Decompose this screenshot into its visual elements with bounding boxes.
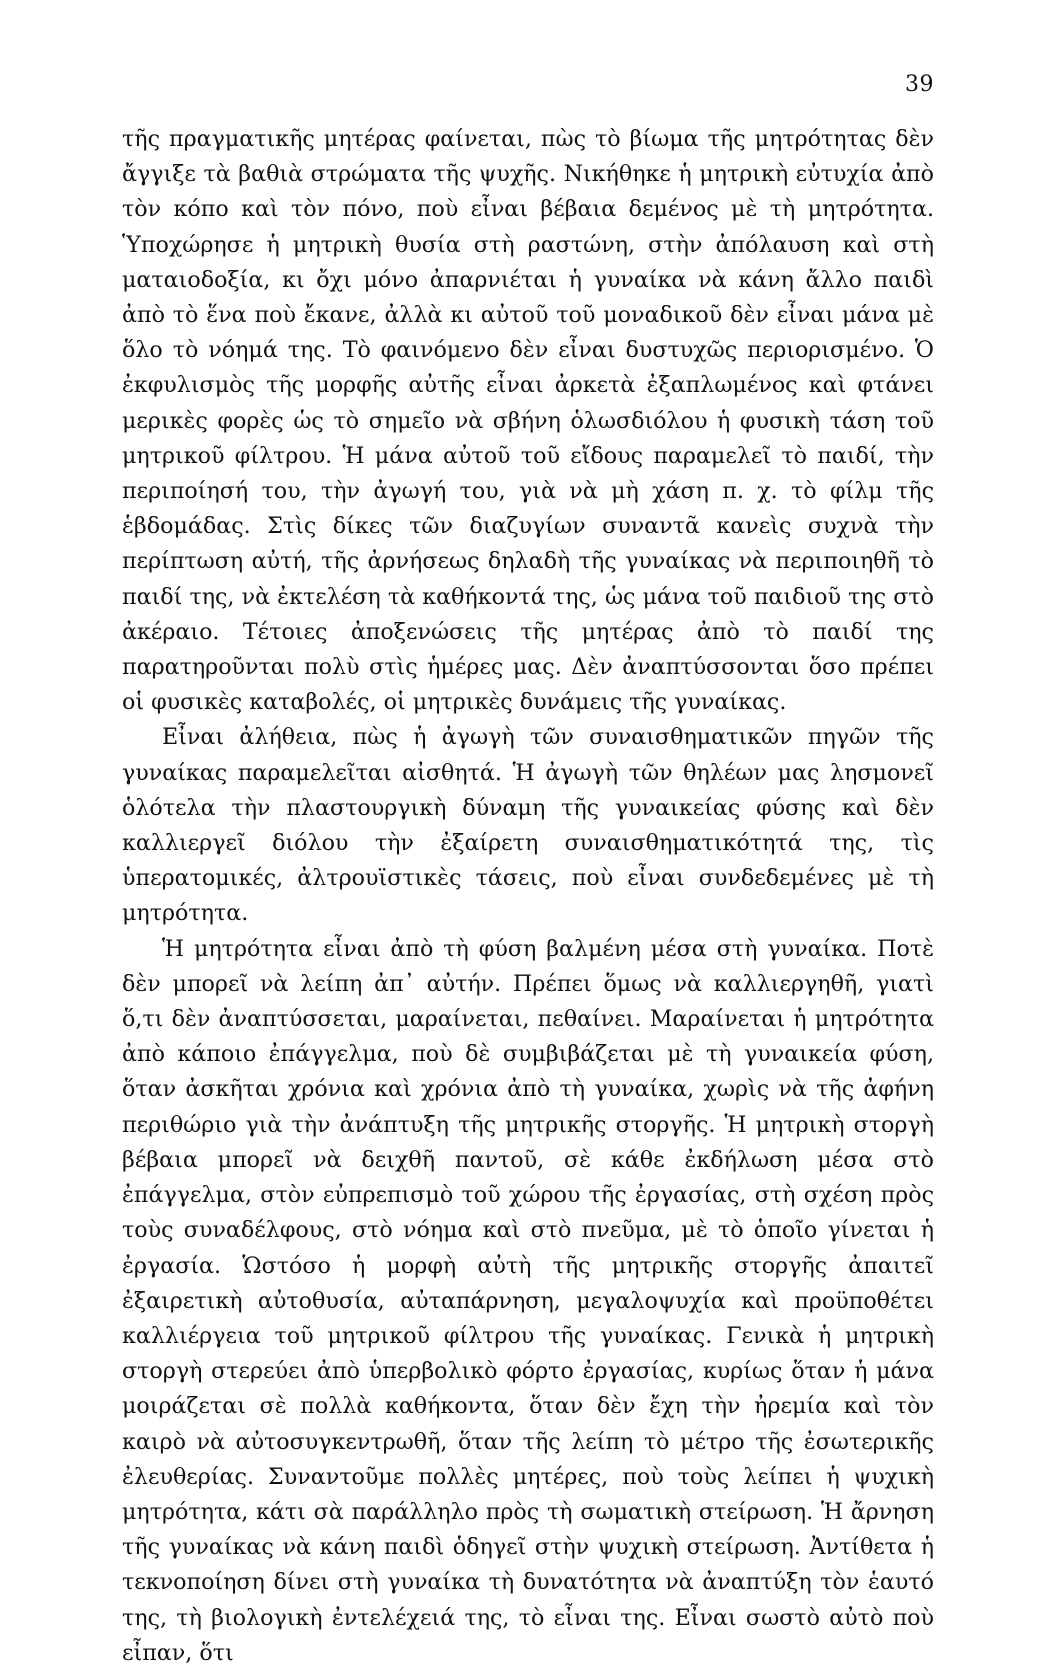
paragraph-2: Εἶναι ἀλήθεια, πὼς ἡ ἀγωγὴ τῶν συναισθηματικῶν πηγῶν τῆς γυναίκας παραμελεῖται αἰσθητά. Ἡ ἀγωγὴ τῶν θηλέων μας λησμονεῖ ὁλότελα τὴν πλαστουργικὴ δύναμη τῆς γυναικείας φύσης καὶ δὲν καλλιεργεῖ διόλου τὴν ἐξαίρετη συναισθηματικότητά της, τὶς ὑπερατομικές, ἀλτρουϊστικὲς τάσεις, ποὺ εἶναι συνδεδεμένες μὲ τὴ μητρότητα.: [122, 724, 934, 927]
body-text: [122, 122, 934, 1671]
paragraph-1: τῆς πραγματικῆς μητέρας φαίνεται, πὼς τὸ βίωμα τῆς μητρότητας δὲν ἄγγιξε τὰ βαθιὰ στρώματα τῆς ψυχῆς. Νικήθηκε ἡ μητρικὴ εὐτυχία ἀπὸ τὸν κόπο καὶ τὸν πόνο, ποὺ εἶναι βέβαια δεμένος μὲ τὴ μητρότητα. Ὑποχώρησε ἡ μητρικὴ θυσία στὴ ραστώνη, στὴν ἀπόλαυση καὶ στὴ ματαιοδοξία, κι ὄχι μόνο ἀπαρνιέται ἡ γυναίκα νὰ κάνη ἄλλο παιδὶ ἀπὸ τὸ ἕνα ποὺ ἔκανε, ἀλλὰ κι αὐτοῦ τοῦ μοναδικοῦ δὲν εἶναι μάνα μὲ ὅλο τὸ νόημά της. Τὸ φαινόμενο δὲν εἶναι δυστυχῶς περιορισμένο. Ὁ ἐκφυλισμὸς τῆς μορφῆς αὐτῆς εἶναι ἀρκετὰ ἐξαπλωμένος καὶ φτάνει μερικὲς φορὲς ὡς τὸ σημεῖο νὰ σβήνη ὁλωσδιόλου ἡ φυσικὴ τάση τοῦ μητρικοῦ φίλτρου. Ἡ μάνα αὐτοῦ τοῦ εἴδους παραμελεῖ τὸ παιδί, τὴν περιποίησή του, τὴν ἀγωγή του, γιὰ νὰ μὴ χάση π. χ. τὸ φίλμ τῆς ἑβδομάδας. Στὶς δίκες τῶν διαζυγίων συναντᾶ κανεὶς συχνὰ τὴν περίπτωση αὐτή, τῆς ἀρνήσεως δηλαδὴ τῆς γυναίκας νὰ περιποιηθῆ τὸ παιδί της, νὰ ἐκτελέση τὰ καθήκοντά της, ὡς μάνα τοῦ παιδιοῦ της στὸ ἀκέραιο. Τέτοιες ἀποξενώσεις τῆς μητέρας ἀπὸ τὸ παιδί της παρατηροῦνται πολὺ στὶς ἡμέρες μας. Δὲν ἀναπτύσσονται ὅσο πρέπει οἱ φυσικὲς καταβολές, οἱ μητρικὲς δυνάμεις τῆς γυναίκας.: [122, 126, 934, 716]
paragraph-3: Ἡ μητρότητα εἶναι ἀπὸ τὴ φύση βαλμένη μέσα στὴ γυναίκα. Ποτὲ δὲν μπορεῖ νὰ λείπη ἀπ᾿ αὐτήν. Πρέπει ὅμως νὰ καλλιεργηθῆ, γιατὶ ὅ,τι δὲν ἀναπτύσσεται, μαραίνεται, πεθαίνει. Μαραίνεται ἡ μητρότητα ἀπὸ κάποιο ἐπάγγελμα, ποὺ δὲ συμβιβάζεται μὲ τὴ γυναικεία φύση, ὅταν ἀσκῆται χρόνια καὶ χρόνια ἀπὸ τὴ γυναίκα, χωρὶς νὰ τῆς ἀφήνη περιθώριο γιὰ τὴν ἀνάπτυξη τῆς μητρικῆς στοργῆς. Ἡ μητρικὴ στοργὴ βέβαια μπορεῖ νὰ δειχθῆ παντοῦ, σὲ κάθε ἐκδήλωση μέσα στὸ ἐπάγγελμα, στὸν εὐπρεπισμὸ τοῦ χώρου τῆς ἐργασίας, στὴ σχέση πρὸς τοὺς συναδέλφους, στὸ νόημα καὶ στὸ πνεῦμα, μὲ τὸ ὁποῖο γίνεται ἡ ἐργασία. Ὡστόσο ἡ μορφὴ αὐτὴ τῆς μητρικῆς στοργῆς ἀπαιτεῖ ἐξαιρετικὴ αὐτοθυσία, αὐταπάρνηση, μεγαλοψυχία καὶ προϋποθέτει καλλιέργεια τοῦ μητρικοῦ φίλτρου τῆς γυναίκας. Γενικὰ ἡ μητρικὴ στοργὴ στερεύει ἀπὸ ὑπερβολικὸ φόρτο ἐργασίας, κυρίως ὅταν ἡ μάνα μοιράζεται σὲ πολλὰ καθήκοντα, ὅταν δὲν ἔχη τὴν ἠρεμία καὶ τὸν καιρὸ νὰ αὐτοσυγκεντρωθῆ, ὅταν τῆς λείπη τὸ μέτρο τῆς ἐσωτερικῆς ἐλευθερίας. Συναντοῦμε πολλὲς μητέρες, ποὺ τοὺς λείπει ἡ ψυχικὴ μητρότητα, κάτι σὰ παράλληλο πρὸς τὴ σωματικὴ στείρωση. Ἡ ἄρνηση τῆς γυναίκας νὰ κάνη παιδὶ ὁδηγεῖ στὴν ψυχικὴ στείρωση. Ἀντίθετα ἡ τεκνοποίηση δίνει στὴ γυναίκα τὴ δυνατότητα νὰ ἀναπτύξη τὸν ἑαυτό της, τὴ βιολογικὴ ἐντελέχειά της, τὸ εἶναι της. Εἶναι σωστὸ αὐτὸ ποὺ εἶπαν, ὅτι: [122, 935, 934, 1666]
page-number: 39: [905, 72, 934, 97]
